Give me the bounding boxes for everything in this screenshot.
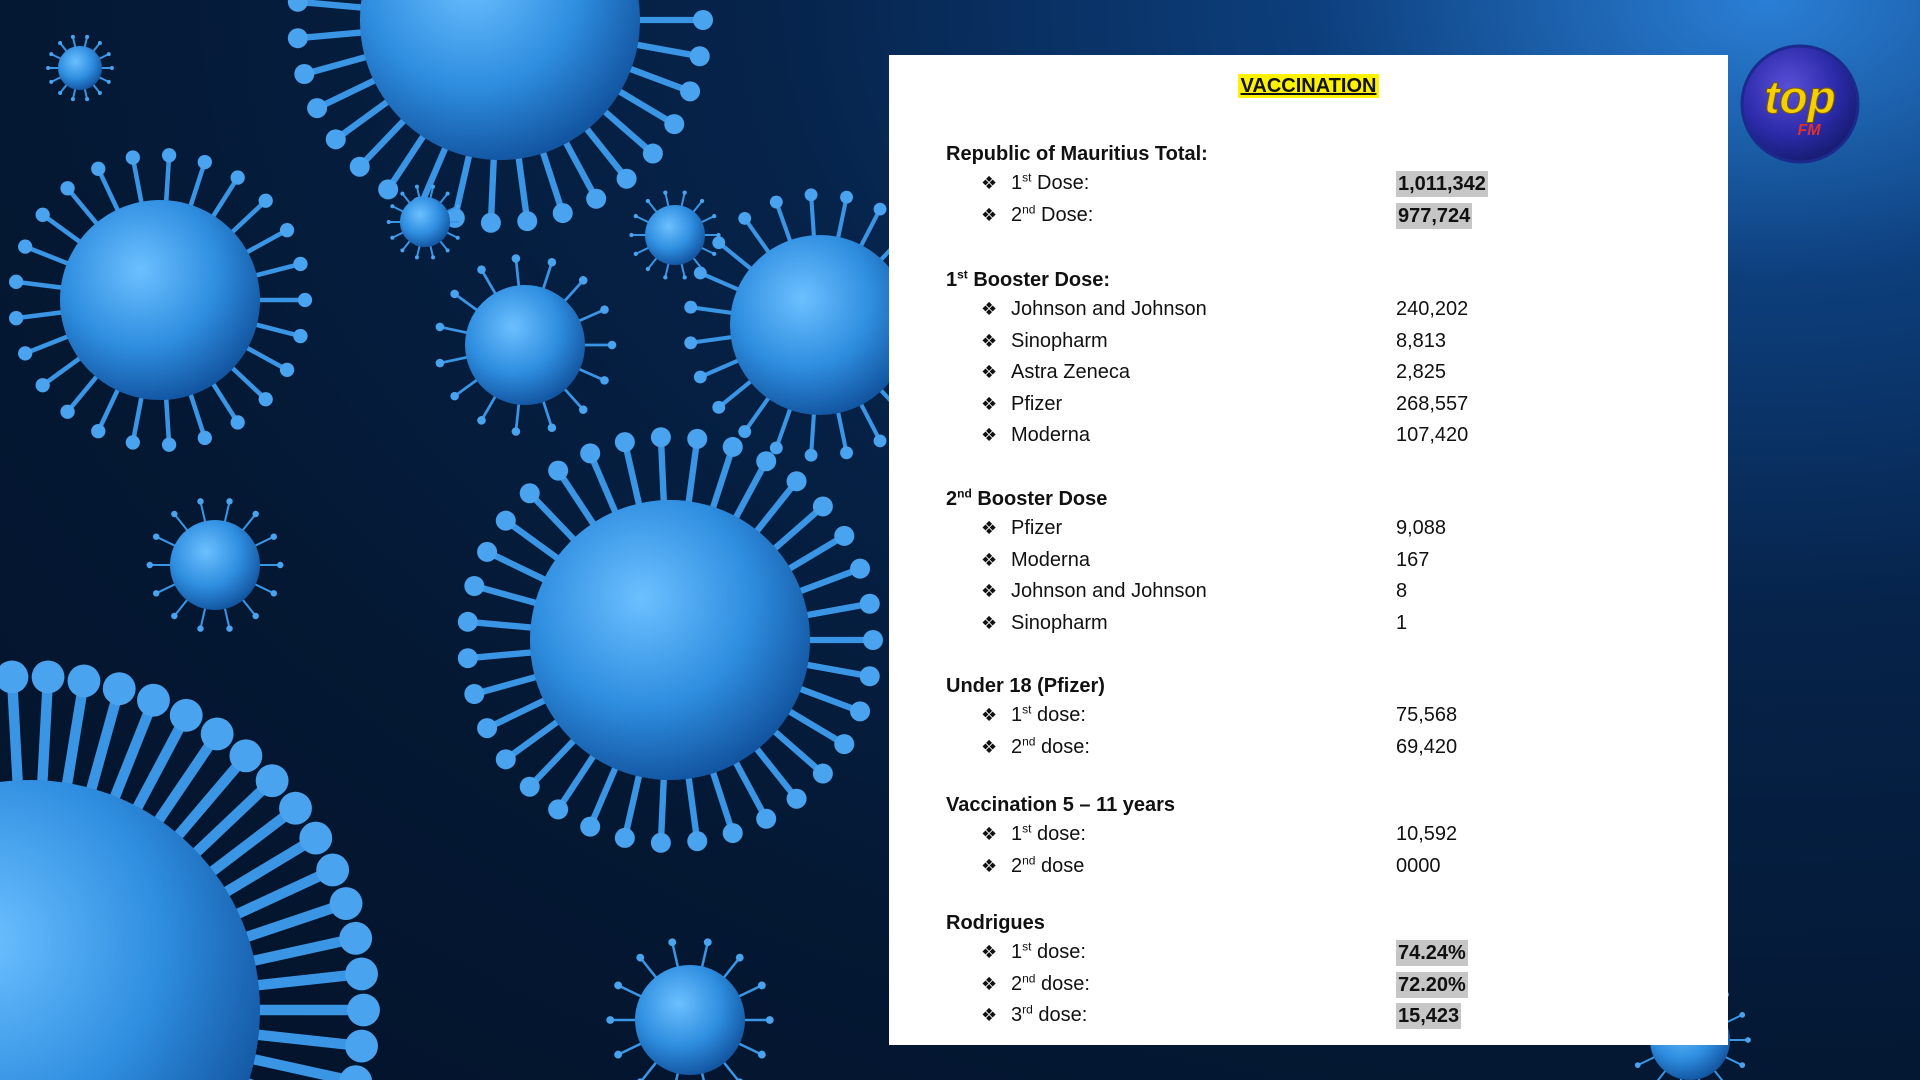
list-item: [946, 700, 1686, 732]
item-label: 2nd dose:: [1011, 733, 1090, 758]
item-label: 1st dose:: [1011, 702, 1086, 726]
section: [946, 266, 1686, 452]
vaccination-document: [889, 55, 1728, 1045]
section-heading: 2nd Booster Dose: [946, 486, 1108, 510]
document-title: VACCINATION: [889, 75, 1728, 98]
diamond-bullet-icon: ❖: [981, 330, 998, 351]
item-label: 1st dose:: [1011, 821, 1086, 845]
virus-icon: [9, 148, 312, 452]
virus-icon: [436, 254, 617, 436]
item-value: 9,088: [1396, 517, 1447, 539]
diamond-bullet-icon: ❖: [981, 362, 998, 382]
item-value: 15,423: [1398, 1005, 1460, 1027]
list-item: [946, 969, 1686, 1001]
virus-icon: [288, 0, 713, 233]
item-value: 8: [1396, 580, 1408, 602]
item-value: 75,568: [1396, 704, 1458, 726]
section: [946, 485, 1686, 639]
logo-sub: FM: [1797, 122, 1821, 139]
item-value: 107,420: [1396, 424, 1469, 446]
list-item: [946, 200, 1686, 232]
item-label: Johnson and Johnson: [1011, 298, 1207, 320]
item-value: 74.24%: [1398, 942, 1466, 964]
list-item: [946, 513, 1686, 545]
list-item: [946, 819, 1686, 851]
list-item: [946, 732, 1686, 764]
item-value: 10,592: [1396, 823, 1458, 845]
item-label: 2nd dose: [1011, 852, 1085, 877]
diamond-bullet-icon: ❖: [981, 973, 998, 994]
virus-icon: [0, 661, 380, 1080]
item-label: Sinopharm: [1011, 611, 1108, 634]
diamond-bullet-icon: ❖: [981, 425, 998, 445]
item-value: 69,420: [1396, 735, 1458, 758]
logo-text: top: [1764, 71, 1836, 123]
diamond-bullet-icon: ❖: [981, 824, 998, 844]
item-label: Moderna: [1011, 424, 1090, 446]
virus-icon: [629, 190, 720, 279]
section-heading: Under 18 (Pfizer): [946, 675, 1105, 697]
item-label: Moderna: [1011, 548, 1090, 571]
item-value: 72.20%: [1398, 973, 1466, 996]
item-label: 2nd Dose:: [1011, 201, 1094, 226]
list-item: [946, 420, 1686, 452]
virus-icon: [458, 427, 883, 853]
item-label: Pfizer: [1011, 392, 1063, 415]
diamond-bullet-icon: ❖: [981, 204, 998, 225]
virus-icon: [46, 35, 114, 101]
top-fm-logo: [1739, 43, 1861, 165]
item-value: 268,557: [1396, 392, 1469, 415]
item-label: 1st Dose:: [1011, 170, 1090, 194]
list-item: [946, 545, 1686, 577]
section: [946, 909, 1686, 1032]
section: [946, 672, 1686, 763]
diamond-bullet-icon: ❖: [981, 612, 998, 633]
list-item: [946, 168, 1686, 200]
section: [946, 791, 1686, 882]
item-label: 1st dose:: [1011, 939, 1086, 963]
item-label: Johnson and Johnson: [1011, 580, 1207, 602]
diamond-bullet-icon: ❖: [981, 855, 998, 876]
item-label: Pfizer: [1011, 517, 1063, 539]
item-value: 1: [1396, 611, 1408, 634]
list-item: [946, 326, 1686, 358]
section-heading: Vaccination 5 – 11 years: [946, 794, 1176, 816]
section-heading: Republic of Mauritius Total:: [946, 143, 1208, 165]
diamond-bullet-icon: ❖: [981, 705, 998, 725]
diamond-bullet-icon: ❖: [981, 1005, 998, 1025]
section-heading: Rodrigues: [946, 912, 1045, 934]
item-value: 8,813: [1396, 329, 1447, 352]
list-item: [946, 357, 1686, 389]
diamond-bullet-icon: ❖: [981, 299, 998, 319]
item-value: 1,011,342: [1398, 173, 1486, 195]
diamond-bullet-icon: ❖: [981, 393, 998, 414]
diamond-bullet-icon: ❖: [981, 518, 998, 538]
list-item: [946, 608, 1686, 640]
diamond-bullet-icon: ❖: [981, 736, 998, 757]
item-label: 2nd dose:: [1011, 970, 1090, 995]
section-heading: 1st Booster Dose:: [946, 267, 1111, 291]
virus-icon: [147, 498, 284, 632]
item-value: 2,825: [1396, 361, 1447, 383]
list-item: [946, 1000, 1686, 1032]
section: [946, 140, 1686, 231]
list-item: [946, 576, 1686, 608]
item-value: 0000: [1396, 854, 1441, 877]
diamond-bullet-icon: ❖: [981, 581, 998, 601]
list-item: [946, 851, 1686, 883]
item-value: 167: [1396, 548, 1430, 571]
list-item: [946, 389, 1686, 421]
item-value: 977,724: [1398, 204, 1471, 227]
list-item: [946, 937, 1686, 969]
diamond-bullet-icon: ❖: [981, 173, 998, 193]
item-value: 240,202: [1396, 298, 1469, 320]
item-label: 3rd dose:: [1011, 1002, 1088, 1026]
diamond-bullet-icon: ❖: [981, 549, 998, 570]
virus-icon: [606, 938, 773, 1080]
item-label: Astra Zeneca: [1011, 361, 1130, 383]
diamond-bullet-icon: ❖: [981, 942, 998, 962]
item-label: Sinopharm: [1011, 329, 1108, 352]
list-item: [946, 294, 1686, 326]
